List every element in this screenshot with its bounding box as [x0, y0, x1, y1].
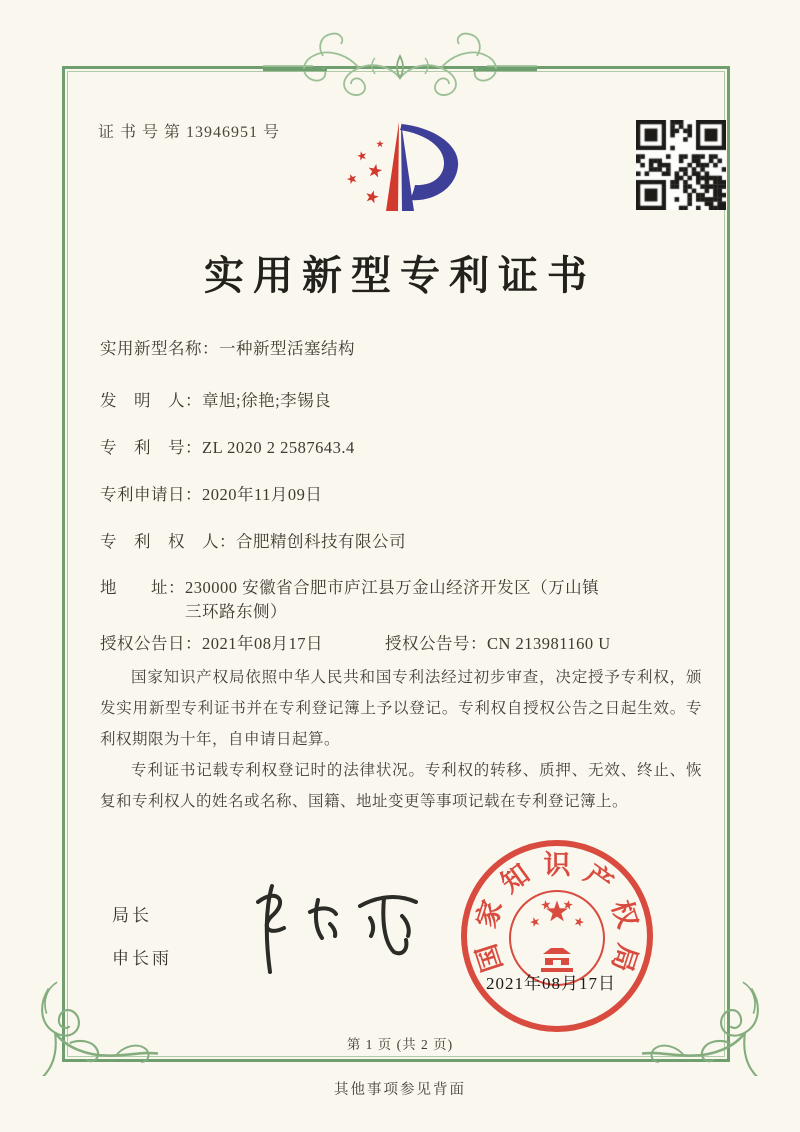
field-patentee: [100, 530, 730, 554]
page-number: 第 1 页 (共 2 页): [346, 1037, 454, 1052]
svg-text:知: 知: [495, 858, 536, 899]
svg-text:权: 权: [606, 896, 643, 932]
grant-number-label: 授权公告号：: [385, 634, 487, 653]
commissioner-title: 局长: [112, 906, 152, 925]
field-inventors: [100, 389, 730, 413]
commissioner-signature: [232, 872, 432, 987]
certificate-number: 证 书 号 第 13946951 号: [98, 124, 281, 141]
field-patent-number: [100, 436, 730, 460]
cnipa-logo-icon: [338, 116, 473, 221]
legal-paragraph-1: 国家知识产权局依照中华人民共和国专利法经过初步审查，决定授予专利权，颁发实用新型专利证书并在专利登记簿上予以登记。专利权自授权公告之日起生效。专利权期限为十年，自申请日起算。: [100, 669, 702, 748]
grant-number: [385, 630, 611, 654]
legal-paragraph-2: 专利证书记载专利权登记时的法律状况。专利权的转移、质押、无效、终止、恢复和专利权人的姓名或名称、国籍、地址变更等事项记载在专利登记簿上。: [100, 762, 702, 810]
field-label: 实用新型名称：: [100, 339, 219, 358]
grant-date-value: 2021年08月17日: [202, 634, 323, 653]
grant-date-label: 授权公告日：: [100, 634, 202, 653]
qr-code: [636, 120, 726, 210]
back-side-note: 其他事项参见背面: [334, 1082, 466, 1098]
certificate-title: 实用新型专利证书: [204, 253, 596, 298]
field-label: 专 利 号：: [100, 438, 202, 457]
field-value: 合肥精创科技有限公司: [236, 532, 406, 551]
svg-text:家: 家: [471, 896, 508, 932]
field-utility-model-name: [100, 337, 730, 361]
field-value: 章旭;徐艳;李锡良: [202, 391, 332, 410]
field-value: 230000 安徽省合肥市庐江县万金山经济开发区（万山镇三环路东侧）: [185, 578, 600, 621]
svg-text:产: 产: [578, 858, 619, 899]
field-value: ZL 2020 2 2587643.4: [202, 438, 355, 457]
svg-text:国: 国: [471, 940, 508, 976]
field-value: 2020年11月09日: [202, 485, 323, 504]
field-application-date: [100, 483, 730, 507]
field-label: 专 利 权 人：: [100, 532, 236, 551]
commissioner-name: 申长雨: [112, 949, 172, 968]
official-seal: [457, 836, 657, 1036]
field-value: 一种新型活塞结构: [219, 339, 355, 358]
legal-text-block: [100, 662, 702, 817]
field-label: 专利申请日：: [100, 485, 202, 504]
grant-date: [100, 634, 323, 653]
seal-date: 2021年08月17日: [486, 974, 616, 993]
svg-text:识: 识: [543, 850, 571, 880]
grant-info-row: [100, 630, 730, 654]
grant-number-value: CN 213981160 U: [487, 634, 611, 653]
field-label: 地 址：: [100, 578, 185, 597]
svg-text:局: 局: [606, 940, 643, 976]
field-label: 发 明 人：: [100, 391, 202, 410]
field-address: [100, 576, 730, 624]
